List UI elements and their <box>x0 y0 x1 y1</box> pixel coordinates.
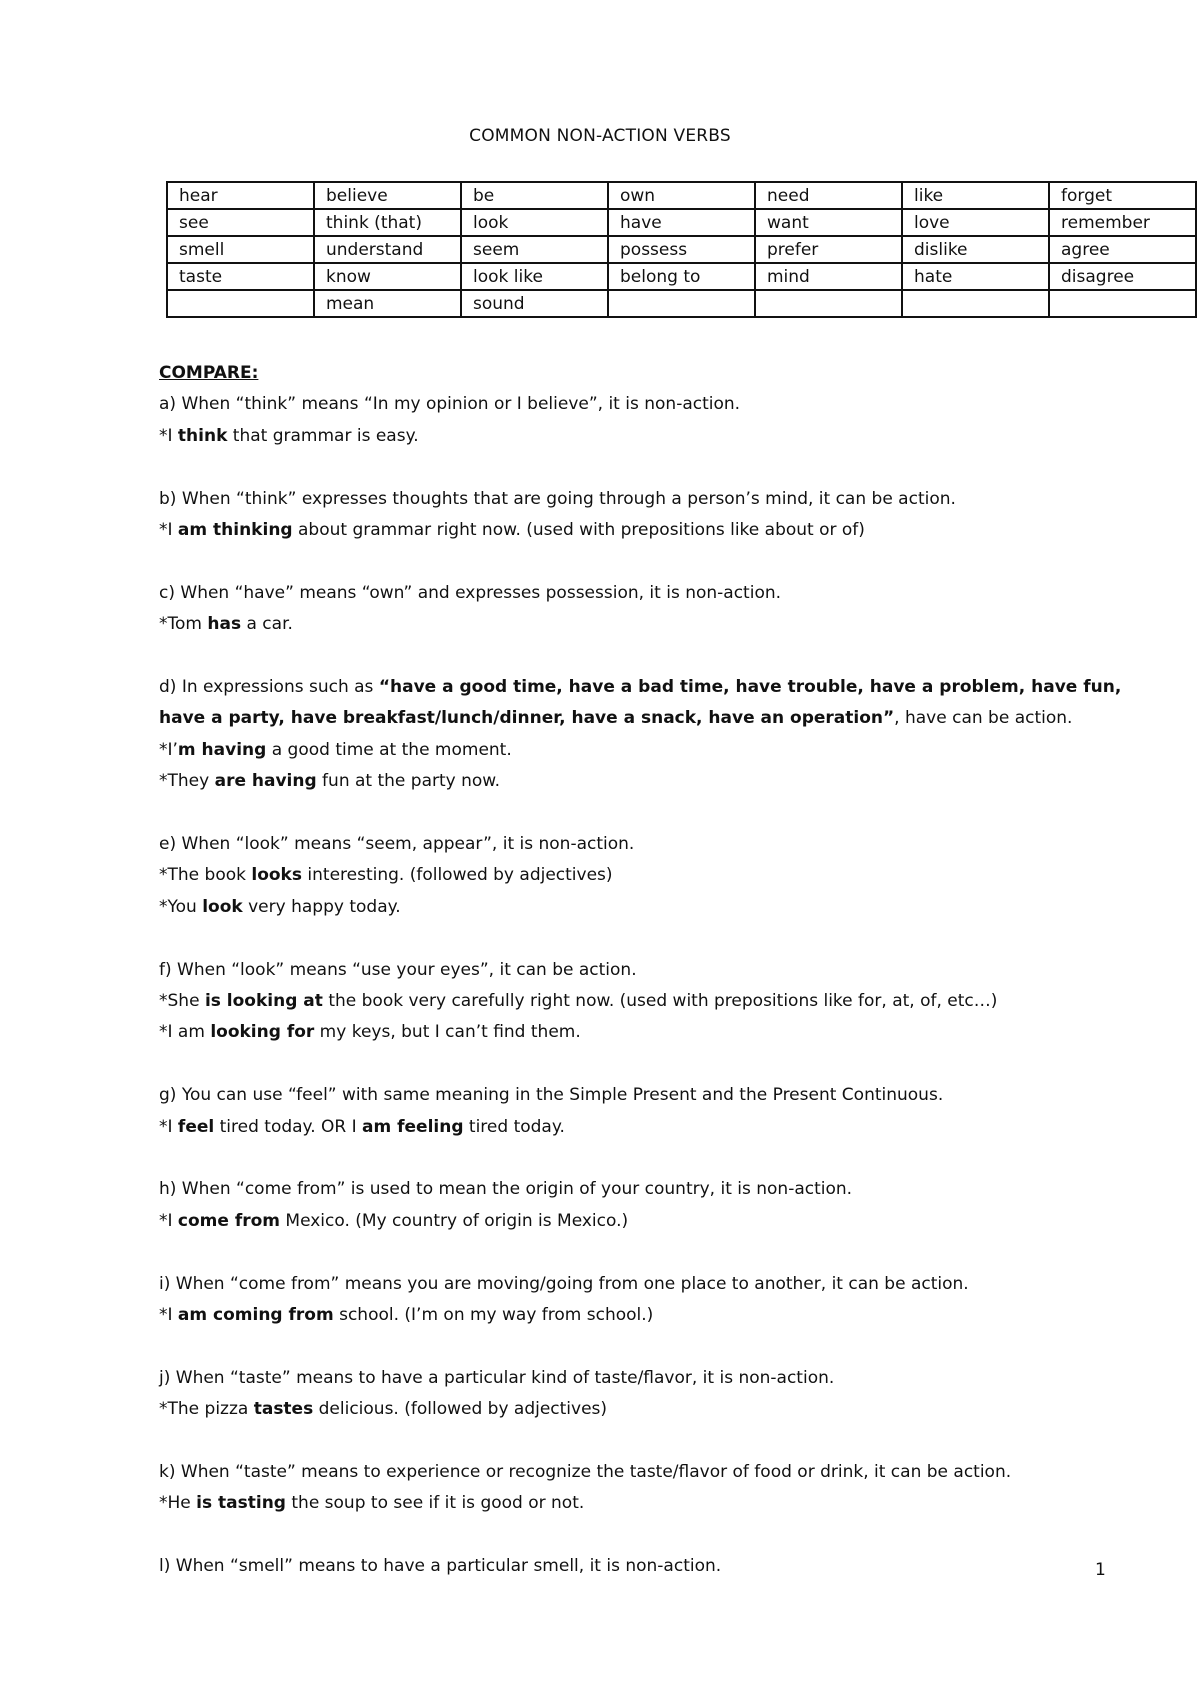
text-line <box>159 829 1139 860</box>
blank-line <box>159 452 1139 483</box>
table-cell <box>608 290 755 317</box>
bold-text: looks <box>251 865 302 886</box>
table-cell: hear <box>167 182 314 209</box>
page-title: COMMON NON-ACTION VERBS <box>469 126 731 146</box>
table-cell: sound <box>461 290 608 317</box>
text-span: very happy today. <box>242 896 401 917</box>
bold-text: come from <box>177 1210 281 1231</box>
table-cell: look <box>461 209 608 236</box>
verbs-table-body <box>167 182 1196 317</box>
bold-text: has <box>207 614 242 635</box>
blank-line <box>159 1237 1139 1268</box>
text-span: school. (I’m on my way from school.) <box>333 1305 654 1326</box>
table-cell: possess <box>608 236 755 263</box>
text-line <box>159 1080 1139 1111</box>
text-span: my keys, but I can’t find them. <box>314 1022 581 1043</box>
table-cell: have <box>608 209 755 236</box>
blank-line <box>159 1331 1139 1362</box>
bold-text: is tasting <box>196 1493 286 1514</box>
text-line <box>159 766 1139 797</box>
text-span: i) When “come from” means you are moving/going from one place to another, it can be action. <box>159 1273 969 1294</box>
text-span: c) When “have” means “own” and expresses possession, it is non-action. <box>159 582 782 603</box>
bold-text: looking for <box>210 1022 315 1043</box>
blank-line <box>159 1143 1139 1174</box>
text-span: the soup to see if it is good or not. <box>285 1493 585 1514</box>
text-span: *I am <box>159 1022 211 1043</box>
table-cell: know <box>314 263 461 290</box>
table-cell: need <box>755 182 902 209</box>
text-span: f) When “look” means “use your eyes”, it can be action. <box>159 959 637 980</box>
text-line <box>159 1394 1139 1425</box>
table-row <box>167 263 1196 290</box>
table-cell: own <box>608 182 755 209</box>
table-cell: love <box>902 209 1049 236</box>
table-cell: taste <box>167 263 314 290</box>
text-span: b) When “think” expresses thoughts that are going through a person’s mind, it can be action. <box>159 488 956 509</box>
text-span: d) In expressions such as <box>159 677 379 698</box>
text-line <box>159 421 1139 452</box>
text-line <box>159 1017 1139 1048</box>
text-line <box>159 515 1139 546</box>
text-span: *The book <box>159 865 252 886</box>
text-span: tired today. <box>463 1116 565 1137</box>
table-cell: look like <box>461 263 608 290</box>
text-span: *I <box>159 1210 178 1231</box>
blank-line <box>159 641 1139 672</box>
table-cell: prefer <box>755 236 902 263</box>
text-span: delicious. (followed by adjectives) <box>313 1399 608 1420</box>
text-line <box>159 1174 1139 1205</box>
bold-text: am coming from <box>177 1305 334 1326</box>
text-span: , have can be action. <box>894 708 1073 729</box>
text-line <box>159 609 1139 640</box>
table-cell: want <box>755 209 902 236</box>
text-span: *You <box>159 896 203 917</box>
text-span: a) When “think” means “In my opinion or I believe”, it is non-action. <box>159 394 741 415</box>
text-line <box>159 1457 1139 1488</box>
text-line <box>159 1206 1139 1237</box>
text-line <box>159 986 1139 1017</box>
table-cell <box>755 290 902 317</box>
bold-text: have a party, have breakfast/lunch/dinner, have a snack, have an operation” <box>159 708 895 729</box>
table-cell: belong to <box>608 263 755 290</box>
bold-text: am thinking <box>177 520 293 541</box>
text-span: about grammar right now. (used with prepositions like about or of) <box>292 520 865 541</box>
text-line <box>159 1363 1139 1394</box>
table-cell: think (that) <box>314 209 461 236</box>
text-span: g) You can use “feel” with same meaning in the Simple Present and the Present Continuous. <box>159 1085 944 1106</box>
text-span: *I <box>159 1305 178 1326</box>
text-line <box>159 860 1139 891</box>
bold-text: am feeling <box>362 1116 464 1137</box>
table-cell: believe <box>314 182 461 209</box>
body-text <box>159 358 1139 1583</box>
text-span: *He <box>159 1493 197 1514</box>
text-span: l) When “smell” means to have a particular smell, it is non-action. <box>159 1556 722 1577</box>
text-span: e) When “look” means “seem, appear”, it is non-action. <box>159 834 635 855</box>
bold-text: “have a good time, have a bad time, have trouble, have a problem, have fun, <box>378 677 1122 698</box>
table-cell: hate <box>902 263 1049 290</box>
text-line <box>159 1300 1139 1331</box>
text-line <box>159 735 1139 766</box>
text-span: k) When “taste” means to experience or recognize the taste/flavor of food or drink, it can be action. <box>159 1462 1012 1483</box>
text-line <box>159 1551 1139 1582</box>
text-span: *I <box>159 1116 178 1137</box>
text-span: interesting. (followed by adjectives) <box>302 865 613 886</box>
text-span: that grammar is easy. <box>227 425 419 446</box>
table-cell: mind <box>755 263 902 290</box>
text-span: *I’ <box>159 739 178 760</box>
table-row <box>167 290 1196 317</box>
table-row <box>167 236 1196 263</box>
text-span: *The pizza <box>159 1399 254 1420</box>
table-cell: forget <box>1049 182 1196 209</box>
text-span: tired today. OR I <box>214 1116 363 1137</box>
table-cell: agree <box>1049 236 1196 263</box>
text-line <box>159 955 1139 986</box>
text-span: Mexico. (My country of origin is Mexico.) <box>280 1210 629 1231</box>
text-span: a car. <box>241 614 293 635</box>
bold-text: look <box>202 896 243 917</box>
explanation-lines <box>159 389 1139 1582</box>
table-cell <box>1049 290 1196 317</box>
page-number: 1 <box>1095 1560 1106 1580</box>
text-line <box>159 578 1139 609</box>
blank-line <box>159 1520 1139 1551</box>
bold-text: think <box>177 425 228 446</box>
bold-text: feel <box>177 1116 215 1137</box>
table-cell: dislike <box>902 236 1049 263</box>
text-span: *I <box>159 520 178 541</box>
table-cell: smell <box>167 236 314 263</box>
bold-text: is looking at <box>204 991 323 1012</box>
text-span: h) When “come from” is used to mean the origin of your country, it is non-action. <box>159 1179 853 1200</box>
text-line <box>159 1269 1139 1300</box>
compare-heading: COMPARE: <box>159 363 259 383</box>
text-line <box>159 1488 1139 1519</box>
table-row <box>167 182 1196 209</box>
table-cell: mean <box>314 290 461 317</box>
text-span: *Tom <box>159 614 208 635</box>
text-span: *They <box>159 771 215 792</box>
text-line <box>159 703 1139 734</box>
blank-line <box>159 1049 1139 1080</box>
table-cell: like <box>902 182 1049 209</box>
table-cell: understand <box>314 236 461 263</box>
table-cell <box>902 290 1049 317</box>
text-span: *I <box>159 425 178 446</box>
table-cell: see <box>167 209 314 236</box>
text-line <box>159 672 1139 703</box>
text-line <box>159 484 1139 515</box>
text-span: j) When “taste” means to have a particular kind of taste/flavor, it is non-action. <box>159 1367 835 1388</box>
text-span: a good time at the moment. <box>266 739 512 760</box>
table-cell: seem <box>461 236 608 263</box>
text-line <box>159 892 1139 923</box>
table-cell: be <box>461 182 608 209</box>
bold-text: m having <box>177 739 267 760</box>
text-span: *She <box>159 991 205 1012</box>
text-span: fun at the party now. <box>316 771 501 792</box>
blank-line <box>159 1426 1139 1457</box>
blank-line <box>159 546 1139 577</box>
text-span: the book very carefully right now. (used with prepositions like for, at, of, etc…) <box>322 991 998 1012</box>
text-line <box>159 1112 1139 1143</box>
blank-line <box>159 798 1139 829</box>
text-line <box>159 389 1139 420</box>
verbs-table <box>166 181 1197 318</box>
blank-line <box>159 923 1139 954</box>
table-cell: remember <box>1049 209 1196 236</box>
table-cell <box>167 290 314 317</box>
table-cell: disagree <box>1049 263 1196 290</box>
bold-text: are having <box>214 771 317 792</box>
bold-text: tastes <box>253 1399 314 1420</box>
table-row <box>167 209 1196 236</box>
